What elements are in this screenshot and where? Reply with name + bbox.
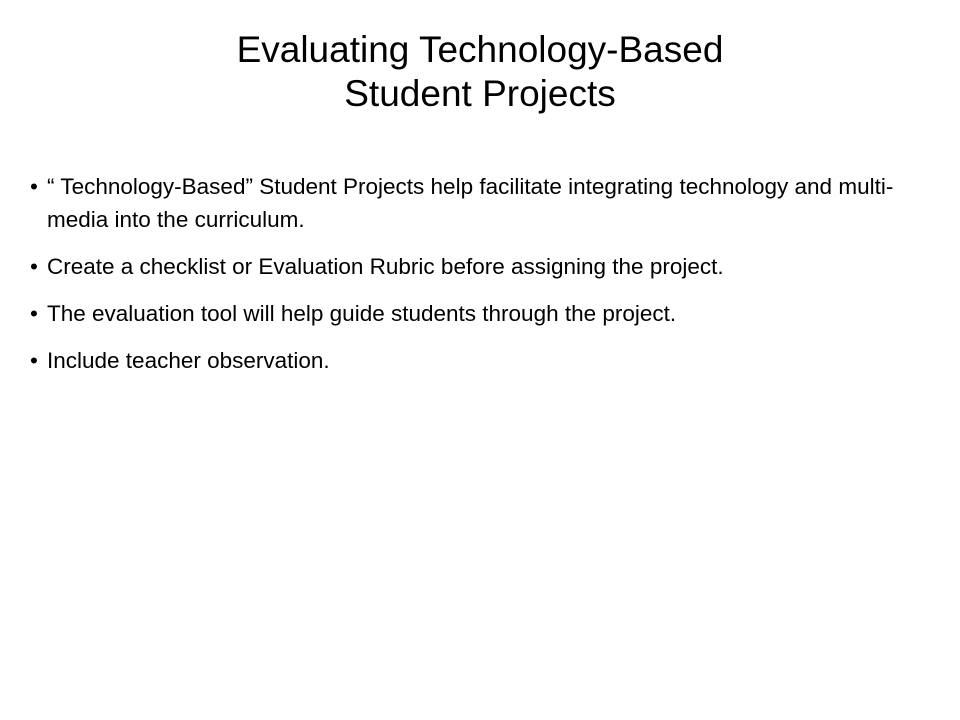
bullet-item-evaluation-tool: • The evaluation tool will help guide students through the project.	[30, 297, 910, 330]
slide-title	[60, 28, 900, 116]
slide-title-line-1: Evaluating Technology-Based	[236, 29, 724, 70]
bullet-item-teacher-observation: • Include teacher observation.	[30, 344, 910, 377]
bullet-list	[30, 170, 910, 391]
bullet-item-technology-based-projects: • “ Technology-Based” Student Projects help facilitate integrating technology and multi-media into the curriculum.	[30, 170, 910, 236]
slide-title-line-2: Student Projects	[344, 73, 616, 114]
bullet-item-create-checklist: • Create a checklist or Evaluation Rubric before assigning the project.	[30, 250, 910, 283]
